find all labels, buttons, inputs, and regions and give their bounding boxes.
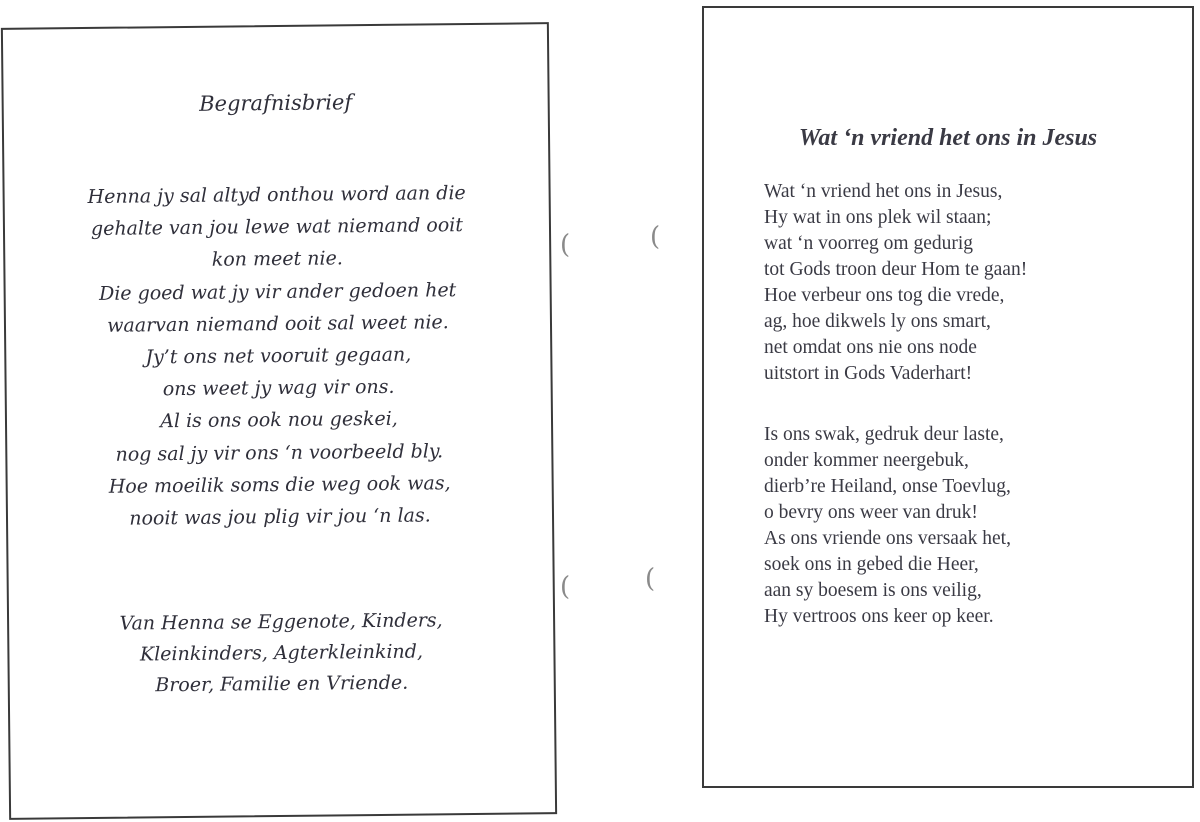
binder-hole-mark-icon: (: [650, 222, 661, 252]
hymn-line: Wat ‘n vriend het ons in Jesus,: [764, 181, 1003, 202]
verse-line: Die goed wat jy vir ander gedoen het: [98, 278, 457, 305]
signoff-line: Van Henna se Eggenote, Kinders,: [119, 609, 443, 635]
signoff-line: Kleinkinders, Agterkleinkind,: [139, 640, 424, 666]
hymn-line: net omdat ons nie ons node: [764, 337, 977, 358]
verse-line: Jy’t ons net vooruit gegaan,: [145, 343, 412, 369]
verse-line: gehalte van jou lewe wat niemand ooit: [90, 214, 464, 241]
verse-line: nooit was jou plig vir jou ‘n las.: [129, 504, 431, 530]
verse-line: Henna jy sal altyd onthou word aan die: [87, 182, 466, 208]
hymn-line: onder kommer neergebuk,: [764, 450, 969, 471]
binder-hole-mark-icon: (: [560, 572, 571, 602]
hymn-line: Is ons swak, gedruk deur laste,: [764, 424, 1004, 445]
hymn-line: soek ons in gebed die Heer,: [764, 554, 979, 575]
hymn-line: As ons vriende ons versaak het,: [764, 528, 1011, 549]
verse-line: waarvan niemand ooit sal weet nie.: [107, 311, 449, 337]
right-page: [702, 6, 1194, 788]
hymn-line: ag, hoe dikwels ly ons smart,: [764, 311, 991, 332]
signoff-line: Broer, Familie en Vriende.: [155, 671, 409, 697]
verse-line: ons weet jy wag vir ons.: [162, 376, 395, 401]
hymn-line: wat ‘n voorreg om gedurig: [764, 233, 974, 254]
left-page: [1, 22, 557, 820]
hymn-line: aan sy boesem is ons veilig,: [764, 580, 982, 601]
verse-line: Hoe moeilik soms die weg ook was,: [108, 472, 451, 498]
hymn-stanza-1: [764, 179, 1027, 387]
hymn-line: o bevry ons weer van druk!: [764, 502, 978, 523]
hymn-line: Hy wat in ons plek wil staan;: [764, 207, 992, 228]
binder-hole-mark-icon: (: [645, 564, 656, 594]
page-title: Begrafnisbrief: [199, 90, 353, 116]
verse-line: Al is ons ook nou geskei,: [160, 408, 398, 433]
verse-line: nog sal jy vir ons ‘n voorbeeld bly.: [115, 439, 444, 466]
hymn-line: dierb’re Heiland, onse Toevlug,: [764, 476, 1011, 497]
hymn-line: tot Gods troon deur Hom te gaan!: [764, 259, 1028, 280]
binder-hole-mark-icon: (: [560, 230, 571, 260]
family-signoff: [9, 604, 554, 703]
hymn-line: uitstort in Gods Vaderhart!: [764, 363, 973, 384]
verse-line: kon meet nie.: [211, 247, 343, 272]
hymn-line: Hoe verbeur ons tog die vrede,: [764, 285, 1005, 306]
tribute-verse: [4, 176, 552, 536]
hymn-line: Hy vertroos ons keer op keer.: [764, 606, 994, 627]
hymn-title: Wat ‘n vriend het ons in Jesus: [798, 125, 1098, 151]
hymn-stanza-2: [764, 422, 1011, 630]
